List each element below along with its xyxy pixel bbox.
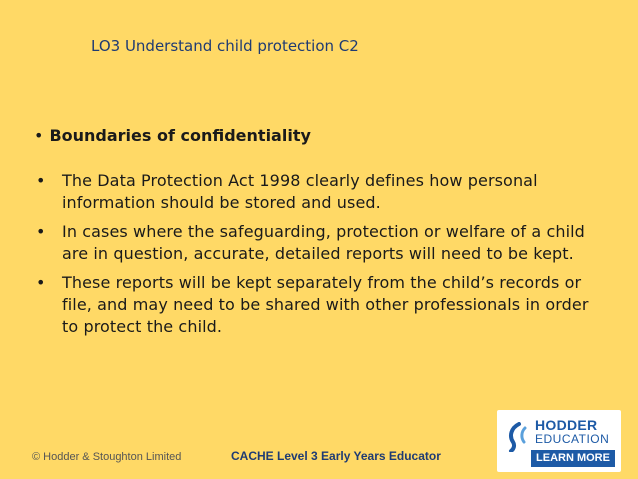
- footer-course-name: CACHE Level 3 Early Years Educator: [231, 449, 441, 463]
- section-heading: [34, 126, 311, 145]
- learn-more-button[interactable]: LEARN MORE: [531, 450, 615, 467]
- bullet-dot: •: [36, 222, 46, 241]
- hodder-swirl-icon: [505, 422, 531, 452]
- logo-name: HODDER: [535, 417, 598, 433]
- bullet-item: [34, 272, 604, 338]
- bullet-dot: •: [36, 273, 46, 292]
- bullet-dot: •: [36, 171, 46, 190]
- hodder-education-logo[interactable]: [497, 410, 621, 472]
- bullet-dot: •: [34, 126, 44, 145]
- bullet-text: In cases where the safeguarding, protection or welfare of a child are in question, accurate, detailed reports will need to be kept.: [62, 222, 585, 263]
- bullet-item: [34, 170, 604, 214]
- section-heading-text: Boundaries of confidentiality: [49, 126, 311, 145]
- bullet-list: [34, 170, 604, 345]
- bullet-item: [34, 221, 604, 265]
- bullet-text: The Data Protection Act 1998 clearly defines how personal information should be stored and used.: [62, 171, 538, 212]
- slide-title: LO3 Understand child protection C2: [91, 37, 359, 55]
- bullet-text: These reports will be kept separately from the child’s records or file, and may need to be shared with other professionals in order to protect the child.: [62, 273, 589, 336]
- logo-subtitle: EDUCATION: [535, 432, 610, 446]
- footer-copyright: © Hodder & Stoughton Limited: [32, 451, 182, 463]
